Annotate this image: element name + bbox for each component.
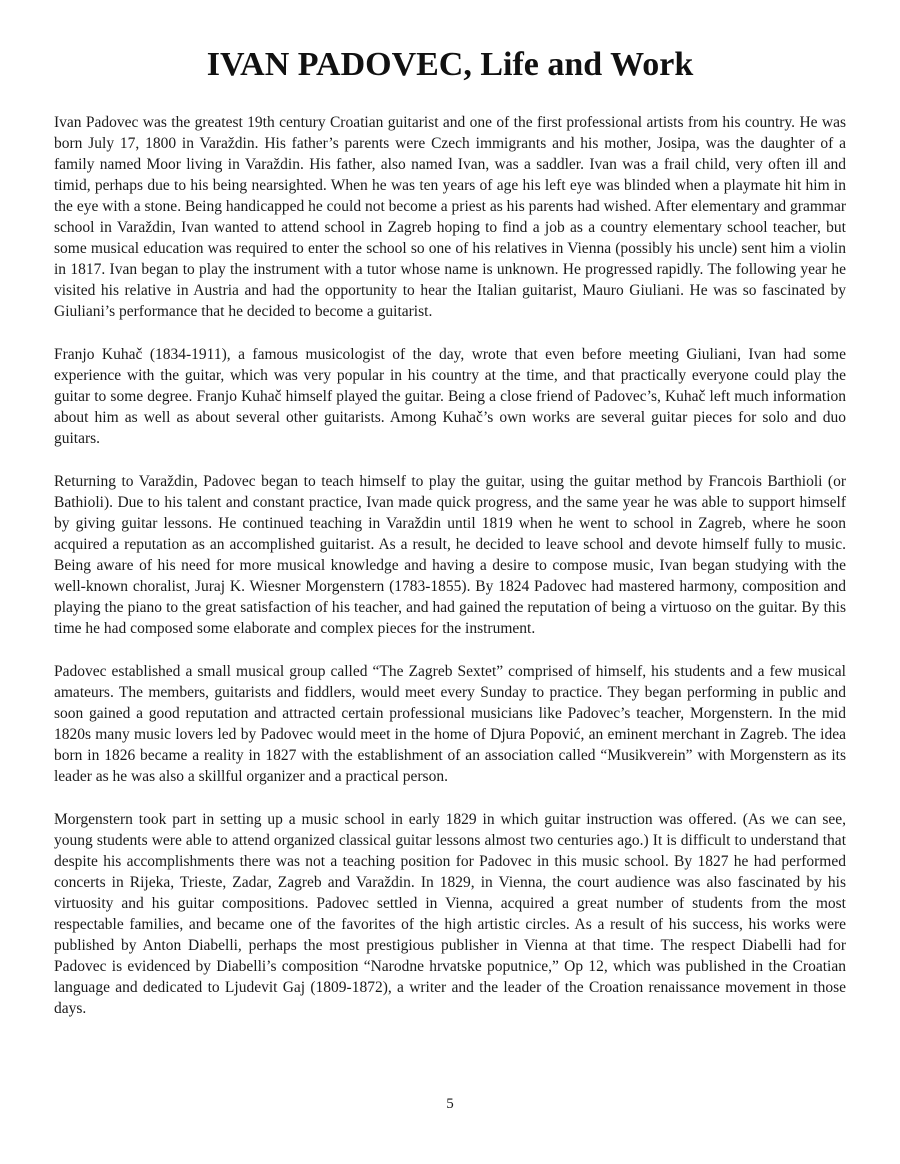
page-number: 5 — [446, 1096, 454, 1112]
paragraph-return-to-varazdin: Returning to Varaždin, Padovec began to teach himself to play the guitar, using the guitar method by Francois Barthioli (or Bathioli). Due to his talent and constant practice, Ivan made quick progress, and the same year he was able to support himself by giving guitar lessons. He continued teaching in Varaždin until 1819 when he went to school in Zagreb, where he soon acquired a reputation as an accomplished guitarist. As a result, he decided to leave school and devote himself fully to music. Being aware of his need for more musical knowledge and having a desire to compose music, Ivan began studying with the well-known choralist, Juraj K. Wiesner Morgenstern (1783-1855). By 1824 Padovec had mastered harmony, composition and playing the piano to the great satisfaction of his teacher, and had gained the reputation of being a virtuoso on the guitar. By this time he had composed some elaborate and complex pieces for the instrument. — [54, 473, 846, 637]
paragraph-early-life: Ivan Padovec was the greatest 19th century Croatian guitarist and one of the first professional artists from his country. He was born July 17, 1800 in Varaždin. His father’s parents were Czech immigrants and his mother, Josipa, was the daughter of a family named Moor living in Varaždin. His father, also named Ivan, was a saddler. Ivan was a frail child, very often ill and timid, perhaps due to his being nearsighted. When he was ten years of age his left eye was blinded when a playmate hit him in the eye with a stone. Being handicapped he could not become a priest as his parents had wished. After elementary and grammar school in Varaždin, Ivan wanted to attend school in Zagreb hoping to find a job as a country elementary school teacher, but some musical education was required to enter the school so one of his relatives in Vienna (possibly his uncle) sent him a violin in 1817. Ivan began to play the instrument with a tutor whose name is unknown. He progressed rapidly. The following year he visited his relative in Austria and had the opportunity to hear the Italian guitarist, Mauro Giuliani. He was so fascinated by Giuliani’s performance that he decided to become a guitarist. — [54, 114, 846, 320]
paragraph-vienna: Morgenstern took part in setting up a music school in early 1829 in which guitar instruction was offered. (As we can see, young students were able to attend organized classical guitar lessons almost two centuries ago.) It is difficult to understand that despite his accomplishments there was not a teaching position for Padovec in this music school. By 1827 he had performed concerts in Rijeka, Trieste, Zadar, Zagreb and Varaždin. In 1829, in Vienna, the court audience was also fascinated by his virtuosity and his guitar compositions. Padovec settled in Vienna, acquired a great number of students from the most respectable families, and became one of the favorites of the high artistic circles. As a result of his success, his works were published by Anton Diabelli, perhaps the most prestigious publisher in Vienna at that time. The respect Diabelli had for Padovec is evidenced by Diabelli’s composition “Narodne hrvatske poputnice,” Op 12, which was published in the Croatian language and dedicated to Ljudevit Gaj (1809-1872), a writer and the leader of the Croation renaissance movement in those days. — [54, 811, 846, 1017]
page-title: IVAN PADOVEC, Life and Work — [206, 46, 694, 83]
paragraph-kuhac: Franjo Kuhač (1834-1911), a famous musicologist of the day, wrote that even before meeting Giuliani, Ivan had some experience with the guitar, which was very popular in his country at the time, and that practically everyone could play the guitar to some degree. Franjo Kuhač himself played the guitar. Being a close friend of Padovec’s, Kuhač left much information about him as well as about several other guitarists. Among Kuhač’s own works are several guitar pieces for solo and duo guitars. — [54, 346, 846, 447]
paragraph-zagreb-sextet: Padovec established a small musical group called “The Zagreb Sextet” comprised of himself, his students and a few musical amateurs. The members, guitarists and fiddlers, would meet every Sunday to practice. They began performing in public and soon gained a good reputation and attracted certain professional musicians like Padovec’s teacher, Morgenstern. In the mid 1820s many music lovers led by Padovec would meet in the home of Djura Popović, an eminent merchant in Zagreb. The idea born in 1826 became a reality in 1827 with the establishment of an association called “Musikverein” with Morgenstern as its leader as he was also a skillful organizer and a practical person. — [54, 663, 846, 785]
body-text — [54, 112, 846, 1041]
